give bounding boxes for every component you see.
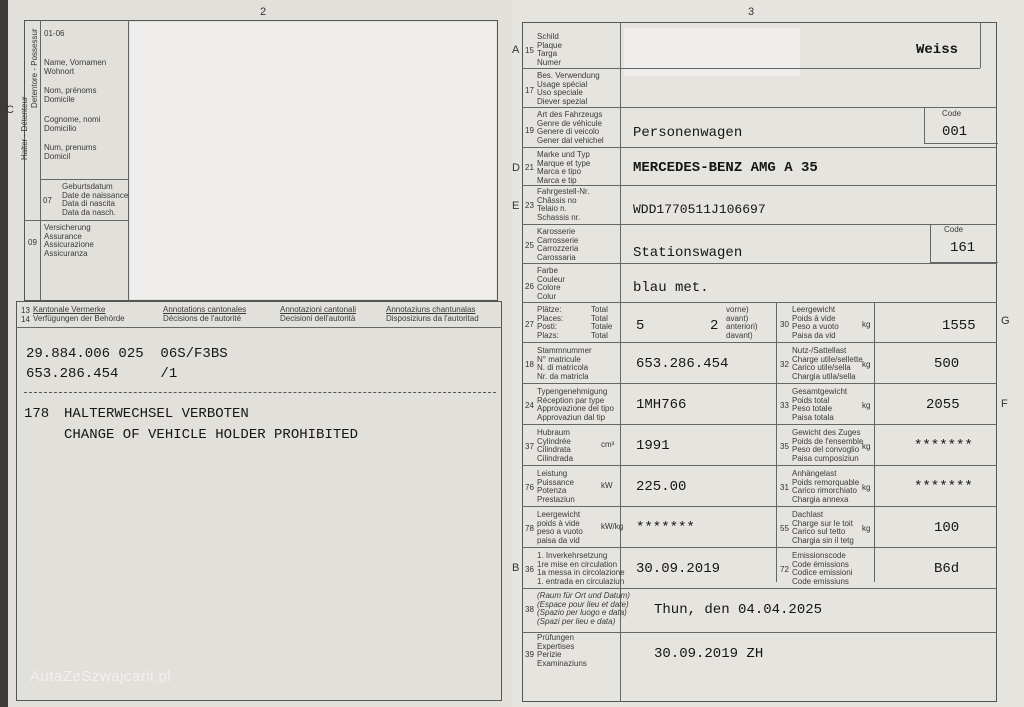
field-number-25: 25 bbox=[525, 241, 534, 250]
exams-value: 30.09.2019 ZH bbox=[654, 646, 764, 662]
field-0106-label: 01-06 bbox=[44, 29, 65, 38]
pair-left-unit: kW/kg bbox=[601, 522, 624, 531]
field-number-35: 35 bbox=[780, 442, 789, 451]
field-number-36: 36 bbox=[525, 565, 534, 574]
field-number-15: 15 bbox=[525, 46, 534, 55]
vehicle-kind-label: Art des Fahrzeugs Genre de véhicule Genere di veicolo Gener dal vehichel bbox=[537, 110, 604, 145]
entry-line-1: 29.884.006 025 06S/F3BS bbox=[26, 346, 228, 362]
pair-right-label: Gewicht des Zuges Poids de l'ensemble Peso del convoglio Paisa cumposiziun bbox=[792, 428, 864, 463]
chassis-label: Fahrgestell-Nr. Châssis no Telaio n. Schassis nr. bbox=[537, 187, 590, 222]
dashed-separator bbox=[24, 392, 496, 393]
pair-right-label: Nutz-/Sattellast Charge utile/sellette Carico utile/sella Chargia utila/sella bbox=[792, 346, 863, 381]
insurance-divider bbox=[24, 220, 128, 221]
pair-right-value: 100 bbox=[934, 520, 960, 536]
pair-left-value: ******* bbox=[636, 520, 695, 536]
special-use-label: Bes. Verwendung Usage spécial Uso speciale Diever spezial bbox=[537, 71, 600, 106]
insurance-number: 09 bbox=[28, 238, 37, 247]
watermark: AutaZeSzwajcarii.pl bbox=[30, 668, 172, 685]
side-letter-c: C bbox=[6, 104, 14, 116]
row-rule bbox=[522, 342, 997, 343]
pair-left-label: Hubraum Cylindrée Cilindrata Cilindrada bbox=[537, 428, 574, 463]
pair-left-value: 225.00 bbox=[636, 479, 687, 495]
code-label: Code bbox=[944, 225, 964, 234]
plate-label: Schild Plaque Targa Numer bbox=[537, 32, 562, 67]
seats-label: Plätze: Places: Posti: Plazs: bbox=[537, 305, 564, 340]
row-rule bbox=[522, 506, 997, 507]
field-number-38: 38 bbox=[525, 605, 534, 614]
pair-left-value: 653.286.454 bbox=[636, 356, 729, 372]
chassis-value: WDD1770511J106697 bbox=[633, 202, 766, 217]
pair-right-unit: kg bbox=[862, 401, 871, 410]
page-number: 2 bbox=[260, 6, 267, 18]
pair-right-label: Dachlast Charge sur le toit Carico sul tetto Chargia sin il tetg bbox=[792, 510, 854, 545]
insurance-label: Versicherung Assurance Assicurazione Assicuranza bbox=[44, 223, 94, 258]
field-number-37: 37 bbox=[525, 442, 534, 451]
field-number-24: 24 bbox=[525, 401, 534, 410]
pair-right-value: ******* bbox=[914, 438, 973, 454]
annotations-label-rm: Annotaziuns chantunalas Disposiziuns da l'autoritad bbox=[386, 305, 479, 323]
row-rule bbox=[522, 185, 997, 186]
annotations-label-de: Kantonale Vermerke Verfügungen der Behörde bbox=[33, 305, 125, 323]
pair-right-label: Gesamtgewicht Poids total Peso totale Paisa totala bbox=[792, 387, 848, 422]
field-number-76: 76 bbox=[525, 483, 534, 492]
pair-left-label: Leergewicht poids à vide peso a vuoto paisa da vid bbox=[537, 510, 583, 545]
row-rule bbox=[522, 424, 997, 425]
side-letter-b: B bbox=[512, 562, 520, 574]
field-number-17: 17 bbox=[525, 86, 534, 95]
side-letter-g: G bbox=[1001, 315, 1010, 327]
row-rule bbox=[522, 383, 997, 384]
pair-left-label: Leistung Puissance Potenza Prestaziun bbox=[537, 469, 575, 504]
name-label-it: Cognome, nomi Domicilio bbox=[44, 115, 101, 133]
seats-total-label: Total Total Totale Total bbox=[591, 305, 613, 340]
pair-right-label: Emissionscode Code émissions Codice emissioni Code emissiuns bbox=[792, 551, 853, 586]
pair-right-value: B6d bbox=[934, 561, 960, 577]
row-rule bbox=[522, 632, 997, 633]
mid-column-divider bbox=[776, 302, 777, 582]
empty-weight-unit: kg bbox=[862, 320, 871, 329]
label-column-divider bbox=[620, 22, 621, 302]
birth-divider bbox=[40, 179, 128, 180]
side-letter-f: F bbox=[1001, 398, 1008, 410]
pair-left-unit: kW bbox=[601, 481, 613, 490]
name-label-rm: Num, prenums Domicil bbox=[44, 143, 97, 161]
remark-line-2: CHANGE OF VEHICLE HOLDER PROHIBITED bbox=[64, 427, 359, 443]
plate-rule bbox=[620, 68, 980, 69]
side-letter-a: A bbox=[512, 44, 520, 56]
holder-divider bbox=[40, 20, 41, 301]
field-number-18: 18 bbox=[525, 360, 534, 369]
annotations-rule bbox=[16, 327, 502, 328]
color-value: blau met. bbox=[633, 280, 709, 296]
color-label: Farbe Couleur Colore Colur bbox=[537, 266, 566, 301]
pair-right-unit: kg bbox=[862, 524, 871, 533]
pair-right-label: Anhängelast Poids remorquable Carico rimorchiato Chargia annexa bbox=[792, 469, 860, 504]
field-number-13: 13 bbox=[21, 306, 30, 315]
pair-left-unit: cm³ bbox=[601, 440, 615, 449]
remark-code: 178 bbox=[24, 406, 50, 422]
pair-left-value: 1991 bbox=[636, 438, 670, 454]
field-number-78: 78 bbox=[525, 524, 534, 533]
make-type-value: MERCEDES-BENZ AMG A 35 bbox=[633, 160, 818, 176]
code-label: Code bbox=[942, 109, 962, 118]
holder-vertical-label-2: Detentore - Possessur bbox=[30, 28, 39, 108]
side-letter-e: E bbox=[512, 200, 520, 212]
pair-right-value: 500 bbox=[934, 356, 960, 372]
empty-weight-value: 1555 bbox=[942, 318, 976, 334]
row-rule bbox=[522, 588, 997, 589]
row-rule bbox=[522, 465, 997, 466]
pair-left-label: Stammnummer N° matricule N. di matricola Nr. da matricla bbox=[537, 346, 592, 381]
pair-right-value: 2055 bbox=[926, 397, 960, 413]
pair-right-value: ******* bbox=[914, 479, 973, 495]
field-number-32: 32 bbox=[780, 360, 789, 369]
vehicle-kind-value: Personenwagen bbox=[633, 125, 743, 141]
left-page bbox=[8, 0, 512, 707]
birth-number: 07 bbox=[43, 196, 52, 205]
field-number-19: 19 bbox=[525, 126, 534, 135]
pair-right-unit: kg bbox=[862, 442, 871, 451]
field-number-23: 23 bbox=[525, 201, 534, 210]
body-value: Stationswagen bbox=[633, 245, 743, 261]
row-rule bbox=[522, 68, 620, 69]
row-rule bbox=[522, 547, 997, 548]
right-page bbox=[512, 0, 1024, 707]
pair-right-unit: kg bbox=[862, 483, 871, 492]
row-rule bbox=[522, 147, 997, 148]
field-number-31: 31 bbox=[780, 483, 789, 492]
name-label-fr: Nom, prénoms Domicile bbox=[44, 86, 97, 104]
side-letter-d: D bbox=[512, 162, 520, 174]
right-value-divider bbox=[874, 302, 875, 582]
page-number: 3 bbox=[748, 6, 755, 18]
label-column-divider bbox=[620, 302, 621, 702]
place-date-value: Thun, den 04.04.2025 bbox=[654, 602, 823, 618]
row-rule bbox=[522, 263, 997, 264]
field-number-14: 14 bbox=[21, 315, 30, 324]
field-number-55: 55 bbox=[780, 524, 789, 533]
redacted-holder-data bbox=[130, 22, 496, 299]
field-number-27: 27 bbox=[525, 320, 534, 329]
pair-right-unit: kg bbox=[862, 360, 871, 369]
seats-total-value: 5 bbox=[636, 318, 645, 334]
annotations-label-fr: Annotations cantonales Décisions de l'autorité bbox=[163, 305, 247, 323]
empty-weight-label: Leergewicht Poids à vide Peso a vuoto Paisa da vid bbox=[792, 305, 839, 340]
body-code: 161 bbox=[950, 240, 976, 256]
pair-left-value: 30.09.2019 bbox=[636, 561, 721, 577]
plate-value: Weiss bbox=[916, 42, 959, 58]
row-rule bbox=[522, 224, 997, 225]
row-rule bbox=[522, 302, 997, 303]
remark-line-1: HALTERWECHSEL VERBOTEN bbox=[64, 406, 249, 422]
field-number-39: 39 bbox=[525, 650, 534, 659]
plate-right-rule bbox=[980, 22, 981, 68]
make-type-label: Marke und Typ Marque et type Marca e tipo Marca e tip bbox=[537, 150, 591, 185]
field-number-72: 72 bbox=[780, 565, 789, 574]
holder-vertical-label: Halter - Détenteur bbox=[20, 96, 29, 160]
pair-left-label: Typengenehmigung Réception par type Approvazione del tipo Approvaziun dal tip bbox=[537, 387, 614, 422]
seats-front-label: vorne) avant) anteriori) davant) bbox=[726, 305, 758, 340]
field-number-30: 30 bbox=[780, 320, 789, 329]
name-label-de: Name, Vornamen Wohnort bbox=[44, 58, 107, 76]
vehicle-kind-code: 001 bbox=[942, 124, 968, 140]
label-divider bbox=[128, 20, 129, 301]
birth-label: Geburtsdatum Date de naissance Data di nascita Data da nasch. bbox=[62, 182, 129, 217]
place-date-label: (Raum für Ort und Datum) (Espace pour lieu et date) (Spazio per luogo e data) (Spazi per lieu e data) bbox=[537, 591, 630, 626]
field-number-21: 21 bbox=[525, 163, 534, 172]
field-number-26: 26 bbox=[525, 282, 534, 291]
pair-left-value: 1MH766 bbox=[636, 397, 687, 413]
field-number-33: 33 bbox=[780, 401, 789, 410]
exams-label: Prüfungen Expertises Perizie Examinaziuns bbox=[537, 633, 587, 668]
body-label: Karosserie Carrosserie Carrozzeria Carossaria bbox=[537, 227, 579, 262]
pair-left-label: 1. Inverkehrsetzung 1re mise en circulation 1a messa in circolazione 1. entrada en circulaziun bbox=[537, 551, 625, 586]
annotations-label-it: Annotazioni cantonali Decisioni dell'autorità bbox=[280, 305, 357, 323]
entry-line-2: 653.286.454 /1 bbox=[26, 366, 178, 382]
seats-front-value: 2 bbox=[710, 318, 719, 334]
